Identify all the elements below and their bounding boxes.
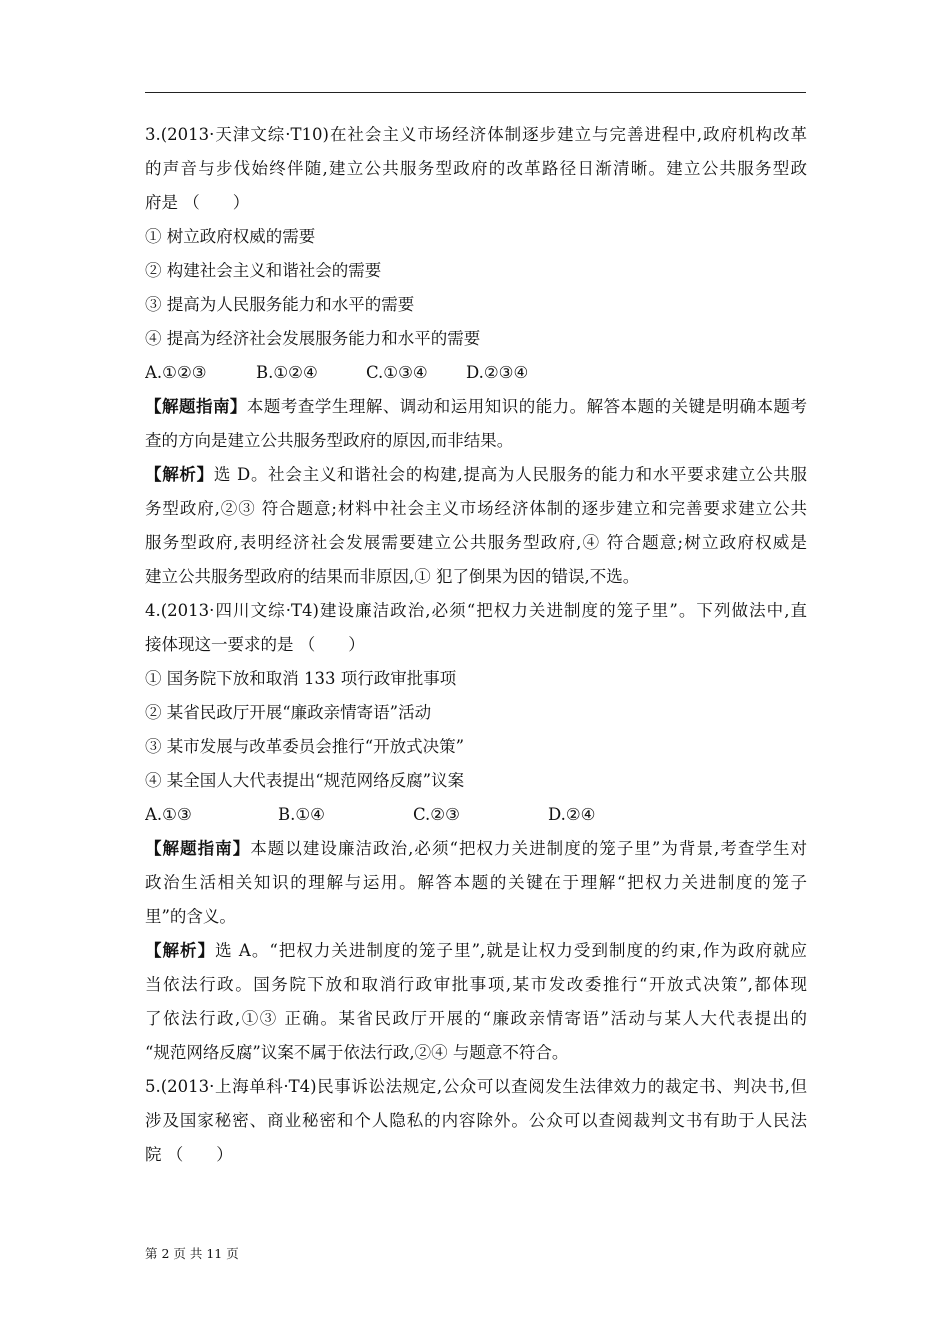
q5-stem-line-1: 5.(2013·上海单科·T4)民事诉讼法规定,公众可以查阅发生法律效力的裁定书、判决书,但 — [145, 1077, 807, 1096]
q4-guide-line-2: 政治生活相关知识的理解与运用。解答本题的关键在于理解“把权力关进制度的笼子 — [145, 873, 807, 892]
q5-stem-line-2: 涉及国家秘密、商业秘密和个人隐私的内容除外。公众可以查阅裁判文书有助于人民法 — [145, 1111, 807, 1130]
q3-guide-text-1: 本题考查学生理解、调动和运用知识的能力。解答本题的关键是明确本题考 — [246, 397, 807, 416]
q4-analysis-line-3: 了依法行政,①③ 正确。某省民政厅开展的“廉政亲情寄语”活动与某人大代表提出的 — [145, 1009, 807, 1028]
q4-analysis-text-1: 选 A。“把权力关进制度的笼子里”,就是让权力受到制度的约束,作为政府就应 — [215, 941, 807, 960]
q3-analysis-tag: 【解析】 — [145, 465, 214, 484]
header-rule — [145, 92, 806, 93]
q3-item-2: ② 构建社会主义和谐社会的需要 — [145, 261, 382, 280]
q4-option-d: D.②④ — [548, 805, 596, 824]
page-footer: 第 2 页 共 11 页 — [145, 1246, 239, 1261]
page-content — [145, 118, 807, 1172]
q4-item-4: ④ 某全国人大代表提出“规范网络反腐”议案 — [145, 771, 465, 790]
q3-analysis-line-1 — [145, 458, 807, 492]
q3-option-b: B.①②④ — [256, 363, 318, 382]
q4-stem-line-2: 接体现这一要求的是 （ ） — [145, 635, 365, 654]
q3-item-4: ④ 提高为经济社会发展服务能力和水平的需要 — [145, 329, 481, 348]
q4-analysis-line-2: 当依法行政。国务院下放和取消行政审批事项,某市发改委推行“开放式决策”,都体现 — [145, 975, 807, 994]
q4-option-b: B.①④ — [278, 805, 325, 824]
q4-option-c: C.②③ — [413, 805, 460, 824]
q3-analysis-line-2: 务型政府,②③ 符合题意;材料中社会主义市场经济体制的逐步建立和完善要求建立公共 — [145, 499, 807, 518]
q4-guide-tag: 【解题指南】 — [145, 839, 251, 858]
q3-guide-tag: 【解题指南】 — [145, 397, 247, 416]
q4-analysis-line-1 — [145, 934, 807, 968]
q4-analysis-line-4: “规范网络反腐”议案不属于依法行政,②④ 与题意不符合。 — [145, 1043, 569, 1062]
q3-analysis-line-3: 服务型政府,表明经济社会发展需要建立公共服务型政府,④ 符合题意;树立政府权威是 — [145, 533, 807, 552]
q4-analysis-tag: 【解析】 — [145, 941, 216, 960]
q3-stem-line-1: 3.(2013·天津文综·T10)在社会主义市场经济体制逐步建立与完善进程中,政府机构改革 — [145, 125, 807, 144]
q3-guide-line-1 — [145, 390, 807, 424]
q3-option-d: D.②③④ — [466, 363, 529, 382]
q4-item-1: ① 国务院下放和取消 133 项行政审批事项 — [145, 669, 457, 688]
q3-stem-line-3: 府是 （ ） — [145, 193, 250, 212]
q4-guide-line-3: 里”的含义。 — [145, 907, 236, 926]
q4-guide-line-1 — [145, 832, 807, 866]
q3-option-c: C.①③④ — [366, 363, 428, 382]
q3-stem-line-2: 的声音与步伐始终伴随,建立公共服务型政府的改革路径日渐清晰。建立公共服务型政 — [145, 159, 807, 178]
q5-stem-line-3: 院 （ ） — [145, 1145, 233, 1164]
q3-item-3: ③ 提高为人民服务能力和水平的需要 — [145, 295, 415, 314]
q3-guide-line-2: 查的方向是建立公共服务型政府的原因,而非结果。 — [145, 431, 514, 450]
q3-options — [145, 356, 807, 390]
q4-options — [145, 798, 807, 832]
q4-item-2: ② 某省民政厅开展“廉政亲情寄语”活动 — [145, 703, 432, 722]
q3-analysis-line-4: 建立公共服务型政府的结果而非原因,① 犯了倒果为因的错误,不选。 — [145, 567, 640, 586]
q4-option-a: A.①③ — [145, 805, 192, 824]
q3-analysis-text-1: 选 D。社会主义和谐社会的构建,提高为人民服务的能力和水平要求建立公共服 — [213, 465, 807, 484]
q3-item-1: ① 树立政府权威的需要 — [145, 227, 316, 246]
q4-item-3: ③ 某市发展与改革委员会推行“开放式决策” — [145, 737, 465, 756]
q4-stem-line-1: 4.(2013·四川文综·T4)建设廉洁政治,必须“把权力关进制度的笼子里”。下列做法中,直 — [145, 601, 807, 620]
q3-option-a: A.①②③ — [145, 363, 207, 382]
q4-guide-text-1: 本题以建设廉洁政治,必须“把权力关进制度的笼子里”为背景,考查学生对 — [250, 839, 807, 858]
